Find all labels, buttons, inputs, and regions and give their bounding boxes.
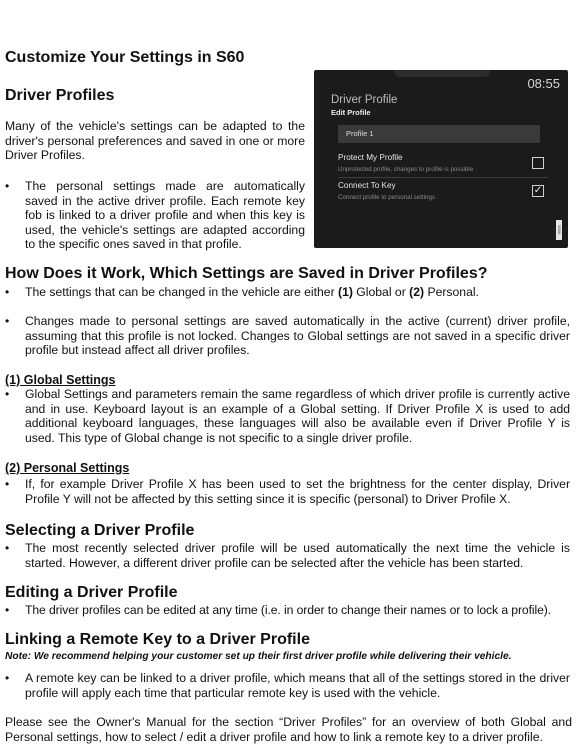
global-settings-heading: (1) Global Settings xyxy=(5,373,116,387)
profile-name-field xyxy=(338,125,540,143)
how-b1-n1: (1) xyxy=(338,285,353,299)
section-heading-how: How Does it Work, Which Settings are Saved in Driver Profiles? xyxy=(5,265,488,282)
driver-profiles-bullet: • The personal settings made are automatically saved in the active driver profile. Each remote key fob is linked to a driver profile and when this key is used, the vehicle's settings are adapted according to the specific ones saved in that profile. xyxy=(25,179,305,252)
connect-key-label: Connect To Key xyxy=(338,181,396,190)
footer-paragraph: Please see the Owner's Manual for the section “Driver Profiles” for an overview of both Global and Personal settings, how to select / edit a driver profile and how to link a remote key to a driver profile. xyxy=(5,715,572,744)
profile-name-value: Profile 1 xyxy=(346,129,374,138)
section-heading-selecting: Selecting a Driver Profile xyxy=(5,522,195,539)
section-heading-driver-profiles: Driver Profiles xyxy=(5,87,115,104)
image-reference-badge: S008 xyxy=(556,220,562,240)
how-b1-mid: Global or xyxy=(352,285,410,299)
driver-profile-screen-image xyxy=(314,70,568,248)
section-heading-linking: Linking a Remote Key to a Driver Profile xyxy=(5,631,310,648)
connect-key-checkbox: ✓ xyxy=(533,185,543,196)
how-bullet-1 xyxy=(25,285,570,300)
selecting-bullet: • The most recently selected driver profile will be used automatically the next time the vehicle is started. However, a different driver profile can be selected after the vehicle has been started. xyxy=(25,541,570,570)
linking-bullet: • A remote key can be linked to a driver profile, which means that all of the settings stored in the driver profile will apply each time that particular remote key is used with the vehicle. xyxy=(25,671,570,700)
personal-settings-bullet: • If, for example Driver Profile X has been used to set the brightness for the center display, Driver Profile Y will not be affected by this setting since it is specific (personal) to Driver Profile X. xyxy=(25,477,570,506)
screen-notch xyxy=(394,70,490,77)
personal-settings-heading: (2) Personal Settings xyxy=(5,461,130,475)
page-title: Customize Your Settings in S60 xyxy=(5,49,245,66)
driver-profiles-intro: Many of the vehicle's settings can be adapted to the driver's personal preferences and saved in one or more Driver Profiles. xyxy=(5,119,305,163)
how-b1-text: The settings that can be changed in the vehicle are either xyxy=(25,285,339,299)
editing-bullet: • The driver profiles can be edited at any time (i.e. in order to change their names or to lock a profile). xyxy=(25,603,575,618)
protect-profile-label: Protect My Profile xyxy=(338,153,403,162)
how-b1-end: Personal. xyxy=(424,285,479,299)
screen-divider xyxy=(338,177,548,178)
protect-profile-hint: Unprotected profile, changes to profile is possible xyxy=(338,166,474,173)
protect-profile-checkbox xyxy=(532,157,544,169)
linking-note: Note: We recommend helping your customer set up their first driver profile while delivering their vehicle. xyxy=(5,651,512,662)
screen-title: Driver Profile xyxy=(331,94,398,106)
how-bullet-2: • Changes made to personal settings are saved automatically in the active (current) driver profile, assuming that this profile is not locked. Changes to Global settings are not saved in a specific driver profile but instead affect all driver profiles. xyxy=(25,314,570,358)
screen-subtitle: Edit Profile xyxy=(331,108,371,117)
connect-key-hint: Connect profile to personal settings xyxy=(338,194,435,201)
section-heading-editing: Editing a Driver Profile xyxy=(5,584,178,601)
how-b1-n2: (2) xyxy=(409,285,425,299)
screen-clock: 08:55 xyxy=(527,76,560,91)
global-settings-bullet: • Global Settings and parameters remain the same regardless of which driver profile is currently active and in use. Keyboard layout is an example of a Global setting. If Driver Profile X is used to add additional keyboard languages, these languages will also be available even if Driver Profile Y is used. This type of Global change is not specific to a single driver profile. xyxy=(25,387,570,445)
